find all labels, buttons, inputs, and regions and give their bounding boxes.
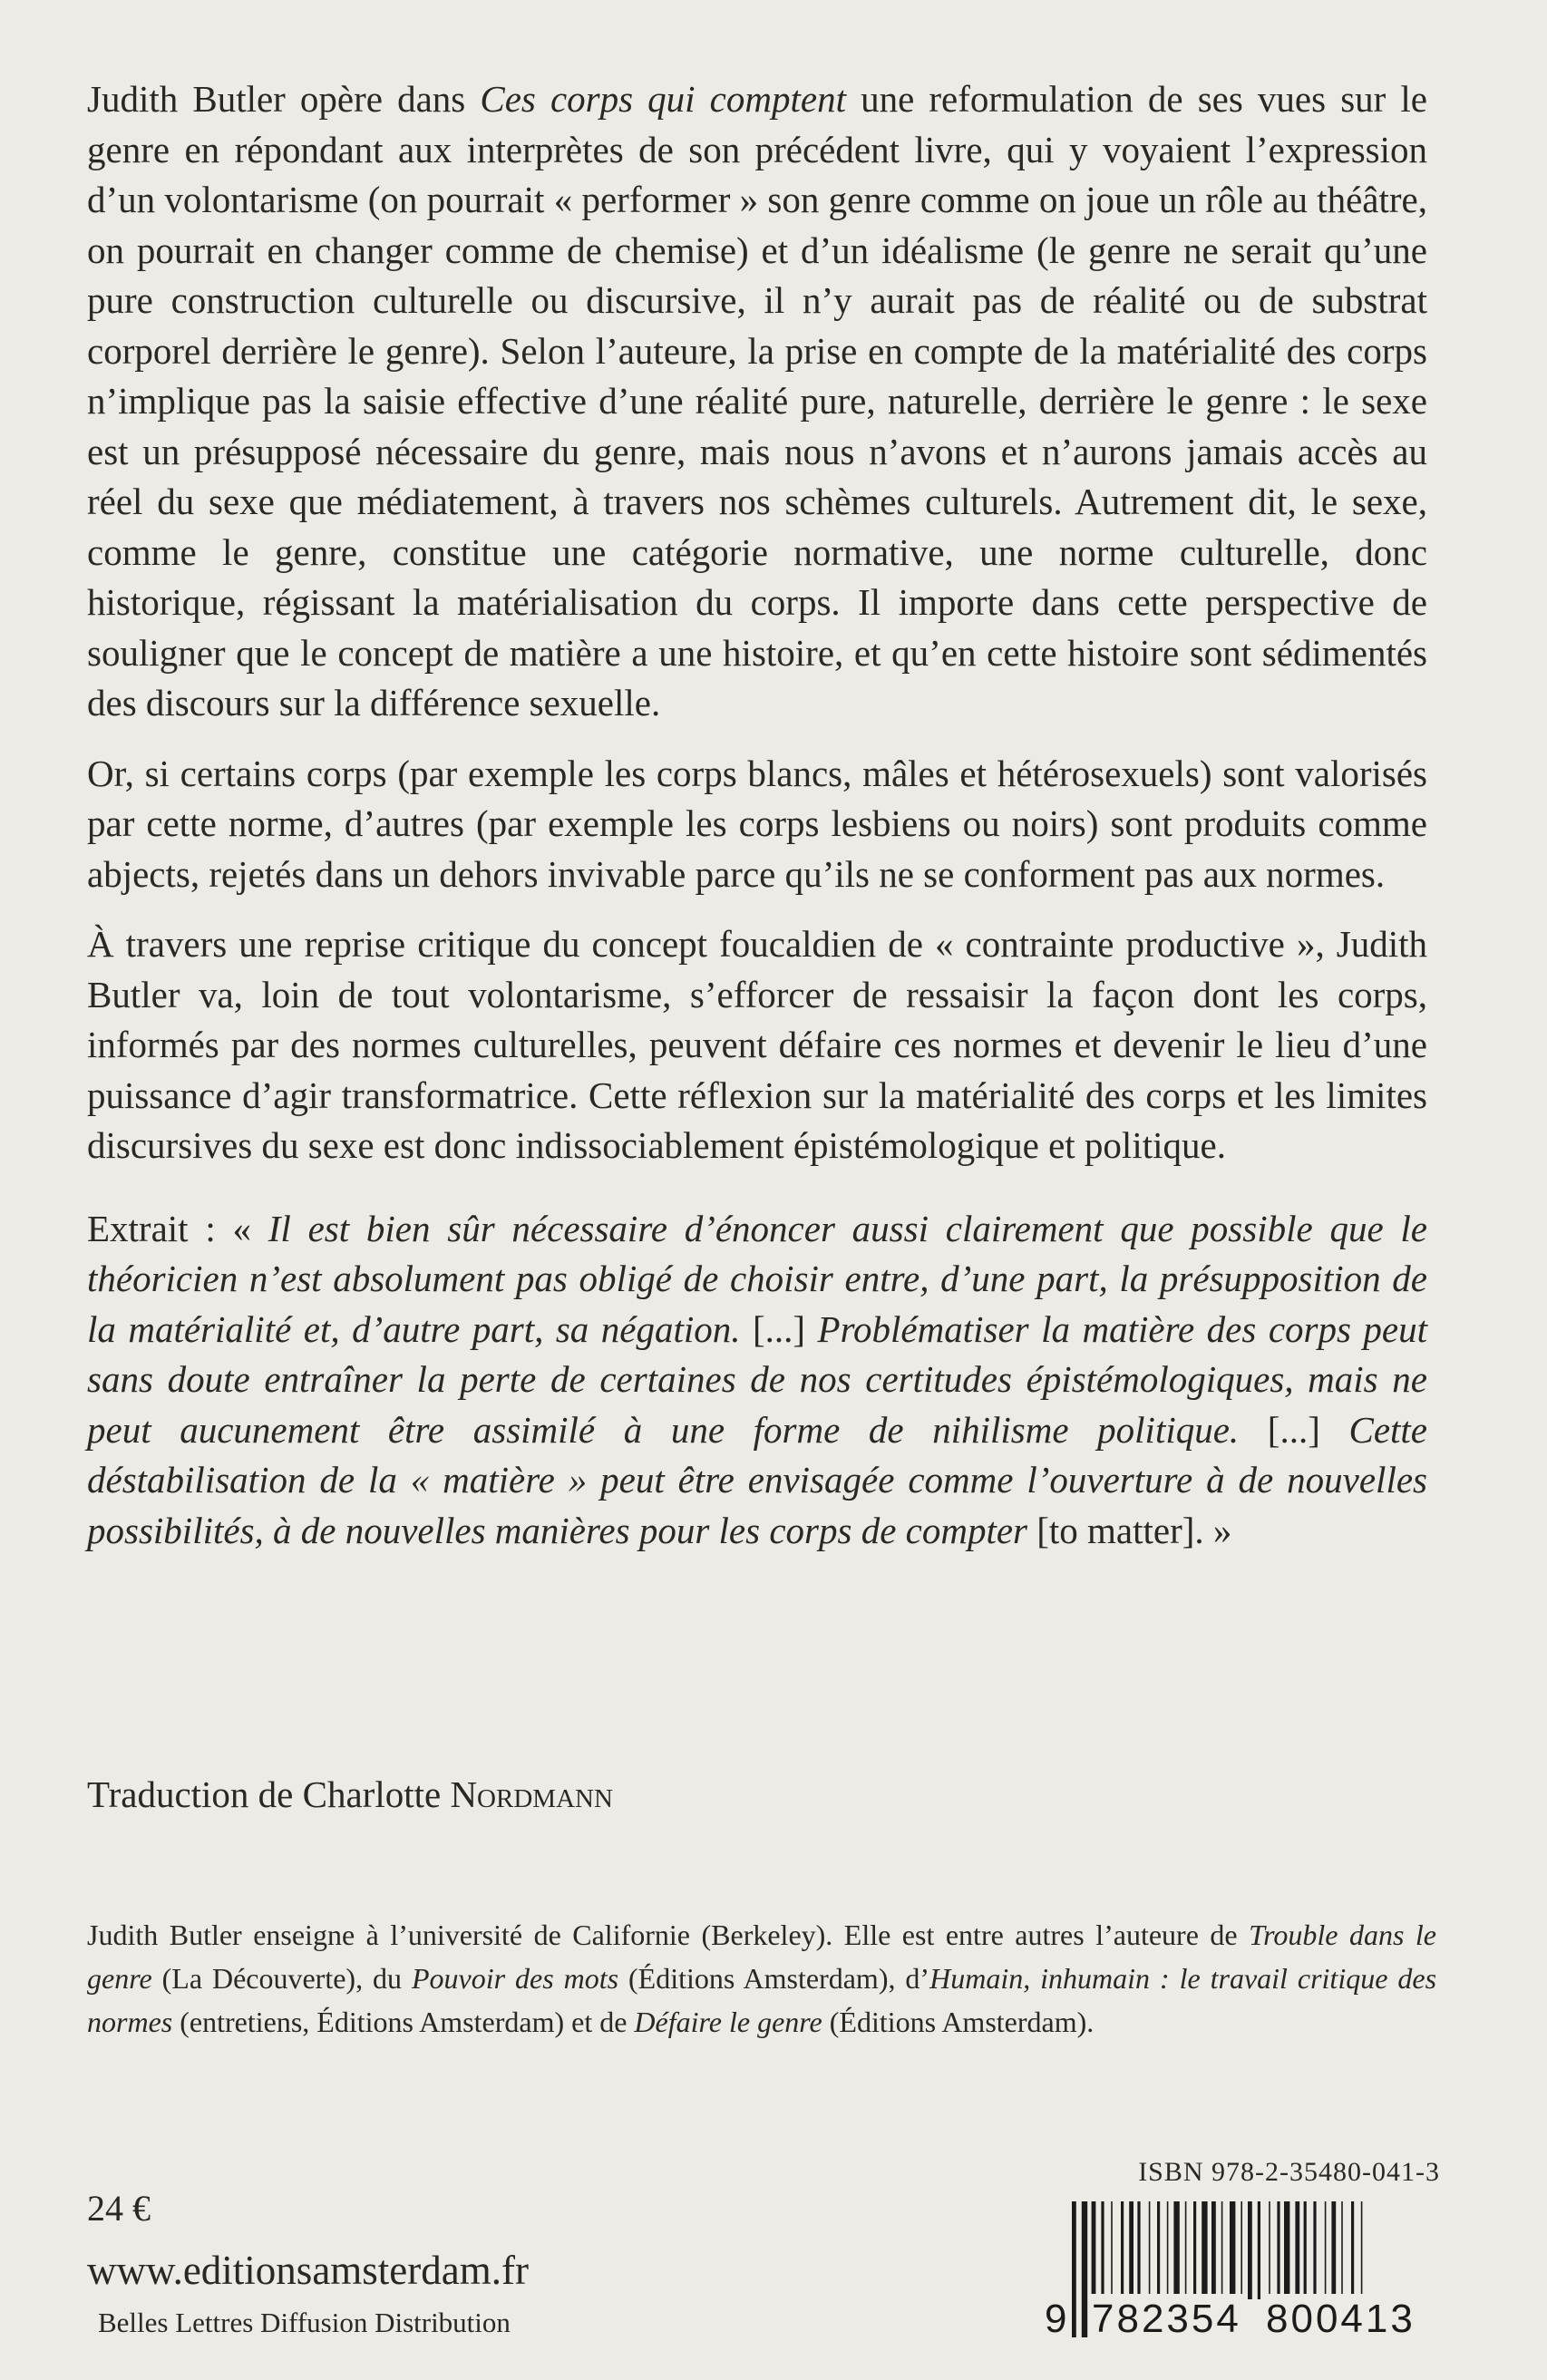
bio-book-2: Pouvoir des mots	[411, 1962, 619, 1995]
barcode-digit-first: 9	[1045, 2297, 1067, 2341]
barcode-bar	[1258, 2201, 1260, 2299]
barcode-bar	[1304, 2201, 1307, 2299]
barcode-digits-right: 800413	[1264, 2294, 1417, 2345]
barcode-bar	[1092, 2201, 1096, 2299]
isbn-label: ISBN 978-2-35480-041-3	[1138, 2157, 1440, 2187]
excerpt	[87, 1204, 1427, 1557]
barcode-bar	[1325, 2201, 1327, 2299]
excerpt-tail: [to matter]. »	[1027, 1509, 1232, 1551]
barcode-bar	[1185, 2201, 1187, 2299]
bio-text-2: (La Découverte), du	[151, 1962, 412, 1995]
barcode-bar	[1341, 2201, 1343, 2299]
barcode-bar	[1202, 2201, 1207, 2299]
excerpt-quote-2: Problématiser la matière des corps peut sans doute entraîner la perte de certaines de nos certitudes épistémologiques, mais ne peut aucunement être assimilé à une forme de nihilisme politique.	[87, 1307, 1427, 1451]
translator-surname: Nordmann	[450, 1773, 613, 1815]
bio-text-4: (entretiens, Éditions Amsterdam) et de	[172, 2006, 635, 2038]
bio-text-5: (Éditions Amsterdam).	[822, 2006, 1095, 2038]
author-bio	[87, 1913, 1436, 2044]
barcode-bar	[1269, 2201, 1270, 2299]
paragraph-2: Or, si certains corps (par exemple les corps blancs, mâles et hétérosexuels) sont valorisés par cette norme, d’autres (par exemple les corps lesbiens ou noirs) sont produits comme abjects, rejetés dans un dehors invivable parce qu’ils ne se conforment pas aux normes.	[87, 752, 1427, 895]
translation-prefix: Traduction de Charlotte	[87, 1773, 451, 1815]
barcode-digits	[1041, 2294, 1440, 2345]
barcode-bar	[1277, 2201, 1279, 2299]
barcode-bar	[1331, 2201, 1336, 2299]
paragraph-1-text-b: une reformulation de ses vues sur le genre en répondant aux interprètes de son précédent livre, qui y voyaient l’expression d’un volontarisme (on pourrait « performer » son genre comme on joue un rôle au théâtre, on pourrait en changer comme de chemise) et d’un idéalisme (le genre ne serait qu’une pure construction culturelle ou discursive, il n’y aurait pas de réalité ou de substrat corporel derrière le genre). Selon l’auteure, la prise en compte de la matérialité des corps n’implique pas la saisie effective d’une réalité pure, naturelle, derrière le genre : le sexe est un présupposé nécessaire du genre, mais nous n’avons et n’aurons jamais accès au réel du sexe que médiatement, à travers nos schèmes culturels. Autrement dit, le sexe, comme le genre, constitue une catégorie normative, une norme culturelle, donc historique, régissant la matérialisation du corps. Il importe dans cette perspective de souligner que le concept de matière a une histoire, et qu’en cette histoire sont sédimentés des discours sur la différence sexuelle.	[87, 78, 1427, 724]
barcode-bar	[1157, 2201, 1160, 2299]
bio-book-1: Trouble dans le genre	[87, 1919, 1437, 1995]
distributor: Belles Lettres Diffusion Distribution	[98, 2307, 511, 2338]
book-title: Ces corps qui comptent	[480, 78, 846, 120]
barcode-bar	[1193, 2201, 1196, 2299]
barcode-bar	[1173, 2201, 1179, 2299]
barcode-bar	[1295, 2201, 1299, 2299]
barcode-bar	[1351, 2201, 1354, 2299]
publisher-website: www.editionsamsterdam.fr	[87, 2248, 529, 2293]
barcode-digits-left: 782354	[1090, 2294, 1243, 2345]
barcode-bar	[1111, 2201, 1113, 2299]
barcode-bar	[1137, 2201, 1140, 2299]
bio-text-1: Judith Butler enseigne à l’université de Californie (Berkeley). Elle est entre autres l’auteure de	[87, 1919, 1250, 1951]
barcode-bar	[1149, 2201, 1151, 2299]
excerpt-quote-3: Cette déstabilisation de la « matière » peut être envisagée comme l’ouverture à de nouvelles possibilités, à de nouvelles manières pour les corps de compter	[87, 1408, 1427, 1551]
barcode-bar	[1284, 2201, 1289, 2299]
paragraph-1	[87, 74, 1427, 729]
barcode-bar	[1129, 2201, 1133, 2299]
paragraph-3: À travers une reprise critique du concept foucaldien de « contrainte productive », Judith Butler va, loin de tout volontarisme, s’efforcer de ressaisir la façon dont les corps, informés par des normes culturelles, peuvent défaire ces normes et devenir le lieu d’une puissance d’agir transformatrice. Cette réflexion sur la matérialité des corps et les limites discursives du sexe est donc indissociablement épistémologique et politique.	[87, 923, 1427, 1166]
excerpt-ellipsis-2: [...]	[1239, 1408, 1349, 1451]
paragraph-1-text-a: Judith Butler opère dans	[87, 78, 481, 120]
barcode-bar	[1167, 2201, 1169, 2299]
translation-credit	[87, 1770, 613, 1820]
bio-book-4: Défaire le genre	[634, 2006, 822, 2038]
barcode-bar	[1121, 2201, 1124, 2299]
excerpt-quote-1: Il est bien sûr nécessaire d’énoncer aussi clairement que possible que le théoricien n’est absolument pas obligé de choisir entre, d’une part, la présupposition de la matérialité et, d’autre part, sa négation.	[87, 1207, 1427, 1350]
bio-text-3: (Éditions Amsterdam), d’	[618, 1962, 930, 1995]
barcode-bar	[1313, 2201, 1316, 2299]
excerpt-ellipsis-1: [...]	[740, 1307, 818, 1350]
barcode-bar	[1230, 2201, 1235, 2299]
bio-book-3: Humain, inhumain : le travail critique des normes	[87, 1962, 1437, 2038]
barcode-bar	[1248, 2201, 1252, 2299]
barcode-bar	[1101, 2201, 1104, 2299]
blurb	[87, 74, 1427, 1576]
barcode-bar	[1241, 2201, 1242, 2299]
author-bio-text	[87, 1913, 1436, 2044]
excerpt-label: Extrait : «	[87, 1207, 268, 1249]
price: 24 €	[87, 2188, 151, 2229]
